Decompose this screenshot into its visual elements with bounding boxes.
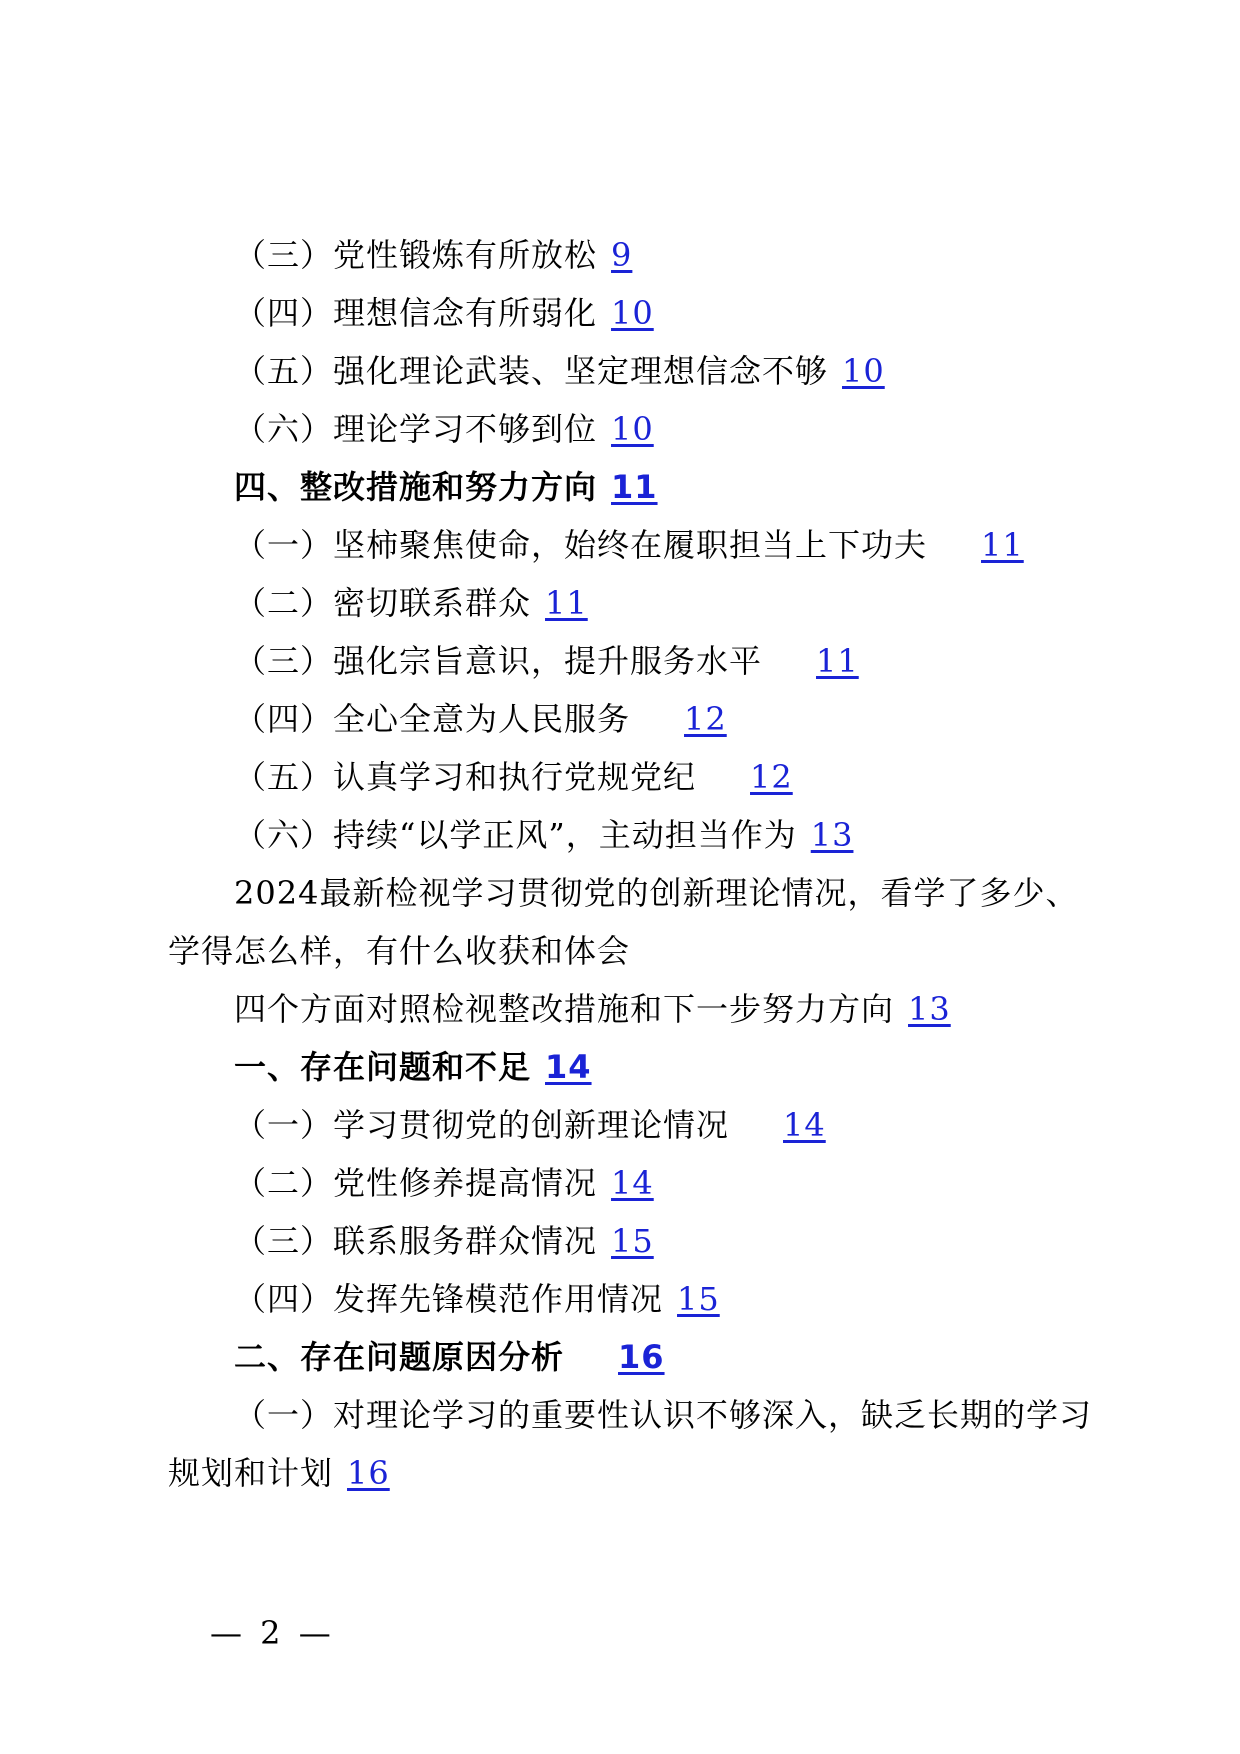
toc-entry-text: （四）发挥先锋模范作用情况 [234, 1280, 664, 1318]
toc-page-link[interactable]: 11 [816, 642, 859, 680]
toc-page-link[interactable]: 15 [611, 1222, 654, 1260]
toc-entry [168, 1270, 1098, 1328]
toc-entry-text: （四）全心全意为人民服务 [234, 700, 631, 738]
toc-page-link[interactable]: 14 [783, 1106, 826, 1144]
page-number: — 2 — [210, 1614, 335, 1652]
toc-page-link[interactable]: 10 [611, 294, 654, 332]
toc-entry [168, 342, 1098, 400]
toc-entry [168, 632, 1098, 690]
table-of-contents [168, 226, 1098, 1502]
toc-entry [168, 574, 1098, 632]
toc-page-link[interactable]: 15 [677, 1280, 720, 1318]
toc-entry [168, 400, 1098, 458]
toc-entry [168, 1096, 1098, 1154]
toc-page-link[interactable]: 11 [981, 526, 1024, 564]
toc-entry [168, 226, 1098, 284]
toc-page-link[interactable]: 9 [611, 236, 633, 274]
toc-entry-text: 一、存在问题和不足 [234, 1048, 532, 1086]
toc-entry-text: 四个方面对照检视整改措施和下一步努力方向 [234, 990, 895, 1028]
toc-entry-text: 2024最新检视学习贯彻党的创新理论情况，看学了多少、学得怎么样，有什么收获和体会 [168, 874, 1079, 970]
toc-entry [168, 1212, 1098, 1270]
toc-page-link[interactable]: 14 [611, 1164, 654, 1202]
toc-entry [168, 1386, 1098, 1502]
toc-page-link[interactable]: 10 [842, 352, 885, 390]
toc-entry [168, 980, 1098, 1038]
toc-entry-text: （一）坚柿聚焦使命，始终在履职担当上下功夫 [234, 526, 928, 564]
toc-entry [168, 284, 1098, 342]
toc-page-link[interactable]: 13 [908, 990, 951, 1028]
toc-entry-text: （五）强化理论武装、坚定理想信念不够 [234, 352, 829, 390]
toc-entry [168, 806, 1098, 864]
toc-heading [168, 458, 1098, 516]
toc-entry-text: 二、存在问题原因分析 [234, 1338, 565, 1376]
toc-page-link[interactable]: 14 [545, 1048, 592, 1086]
toc-entry [168, 516, 1098, 574]
toc-entry-text: （一）对理论学习的重要性认识不够深入，缺乏长期的学习规划和计划 [168, 1396, 1093, 1492]
toc-entry-text: （三）联系服务群众情况 [234, 1222, 598, 1260]
toc-page-link[interactable]: 12 [684, 700, 727, 738]
toc-entry-text: （六）理论学习不够到位 [234, 410, 598, 448]
toc-entry [168, 748, 1098, 806]
toc-page-link[interactable]: 13 [810, 816, 854, 854]
toc-entry [168, 864, 1098, 980]
toc-page-link[interactable]: 16 [618, 1338, 665, 1376]
toc-page-link[interactable]: 11 [545, 584, 588, 622]
toc-page-link[interactable]: 11 [611, 468, 658, 506]
toc-heading [168, 1038, 1098, 1096]
toc-page-link[interactable]: 16 [347, 1454, 390, 1492]
toc-entry-text: 四、整改措施和努力方向 [234, 468, 598, 506]
toc-entry-text: （二）党性修养提高情况 [234, 1164, 598, 1202]
toc-page-link[interactable]: 10 [611, 410, 654, 448]
toc-entry-text: （三）强化宗旨意识，提升服务水平 [234, 642, 763, 680]
toc-entry-text: （二）密切联系群众 [234, 584, 532, 622]
toc-entry-text: （一）学习贯彻党的创新理论情况 [234, 1106, 730, 1144]
toc-entry [168, 690, 1098, 748]
toc-entry [168, 1154, 1098, 1212]
toc-page-link[interactable]: 12 [750, 758, 793, 796]
toc-entry-text: （四）理想信念有所弱化 [234, 294, 598, 332]
toc-entry-text: （三）党性锻炼有所放松 [234, 236, 598, 274]
toc-entry-text: （五）认真学习和执行党规党纪 [234, 758, 697, 796]
toc-entry-text: （六）持续“以学正风”，主动担当作为 [234, 816, 797, 854]
toc-heading [168, 1328, 1098, 1386]
